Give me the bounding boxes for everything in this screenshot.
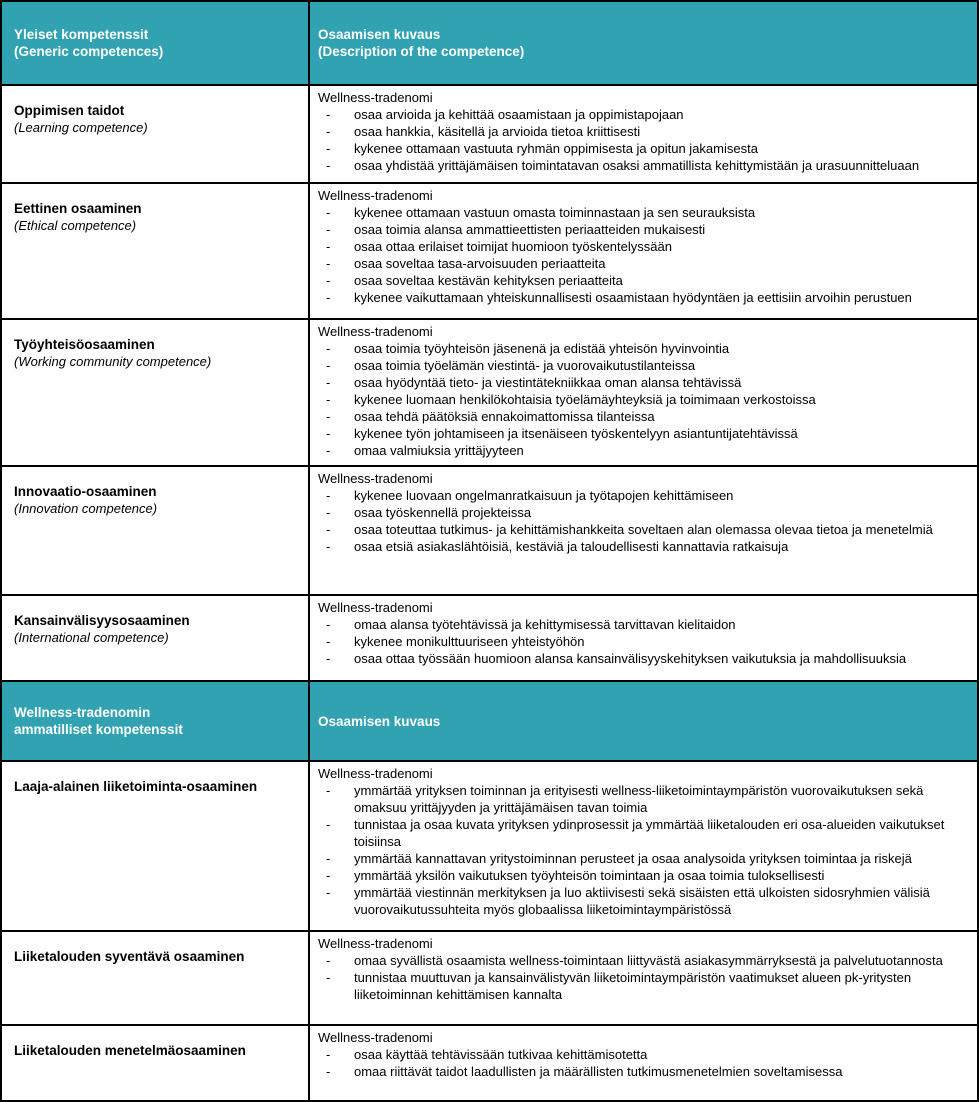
bullet-item (318, 487, 967, 504)
bullet-dash-icon: - (326, 239, 331, 254)
bullet-text: osaa toimia alansa ammattieettisten periaatteiden mukaisesti (354, 222, 706, 237)
bullet-dash-icon: - (326, 426, 331, 441)
bullet-item (318, 272, 967, 289)
header-line: Osaamisen kuvaus (318, 713, 441, 729)
bullet-text: ymmärtää yrityksen toiminnan ja erityisesti wellness-liiketoimintaympäristön vuorovaikutuksen sekä omaksuu yrittäjyyden ja yrittäjämäisen tavan toimia (354, 783, 924, 815)
competence-title: Liiketalouden syventävä osaaminen (14, 949, 245, 964)
bullet-item (318, 289, 967, 306)
bullet-item (318, 357, 967, 374)
header-line: (Description of the competence) (318, 44, 525, 59)
bullet-text: osaa etsiä asiakaslähtöisiä, kestäviä ja taloudellisesti kannattavia ratkaisuja (354, 539, 789, 554)
bullet-dash-icon: - (326, 443, 331, 458)
bullet-item (318, 633, 967, 650)
table-row (2, 84, 977, 182)
competence-cell (2, 86, 310, 182)
description-lead: Wellness-tradenomi (318, 471, 433, 486)
bullet-dash-icon: - (326, 341, 331, 356)
bullet-dash-icon: - (326, 256, 331, 271)
bullet-text: osaa ottaa työssään huomioon alansa kansainvälisyyskehityksen vaikutuksia ja mahdollisuuksia (354, 651, 907, 666)
bullet-dash-icon: - (326, 141, 331, 156)
bullet-text: osaa ottaa erilaiset toimijat huomioon työskentelyssään (354, 239, 672, 254)
competence-title: Liiketalouden menetelmäosaaminen (14, 1043, 246, 1058)
competence-title: Eettinen osaaminen (14, 201, 142, 216)
bullet-text: omaa syvällistä osaamista wellness-toimintaan liittyvästä asiakasymmärryksestä ja palvelutuotannosta (354, 953, 943, 968)
bullet-dash-icon: - (326, 617, 331, 632)
competence-title: Kansainvälisyysosaaminen (14, 613, 190, 628)
competence-subtitle: (Ethical competence) (14, 218, 137, 233)
bullet-dash-icon: - (326, 868, 331, 883)
description-cell (310, 932, 977, 1024)
bullet-text: osaa työskennellä projekteissa (354, 505, 532, 520)
bullet-item (318, 374, 967, 391)
bullet-dash-icon: - (326, 539, 331, 554)
bullet-dash-icon: - (326, 505, 331, 520)
bullet-item (318, 255, 967, 272)
bullet-item (318, 106, 967, 123)
header-cell-description (310, 682, 977, 760)
bullet-item (318, 538, 967, 555)
bullet-text: osaa hyödyntää tieto- ja viestintätekniikkaa oman alansa tehtävissä (354, 375, 742, 390)
description-lead: Wellness-tradenomi (318, 766, 433, 781)
bullet-text: osaa käyttää tehtävissään tutkivaa kehittämisotetta (354, 1047, 648, 1062)
bullet-dash-icon: - (326, 783, 331, 798)
bullet-dash-icon: - (326, 634, 331, 649)
bullet-item (318, 521, 967, 538)
bullet-text: osaa arvioida ja kehittää osaamistaan ja oppimistapojaan (354, 107, 684, 122)
competence-cell (2, 762, 310, 930)
bullet-item (318, 867, 967, 884)
table-row (2, 594, 977, 680)
bullet-item (318, 221, 967, 238)
section-header-row (2, 2, 977, 84)
bullet-text: ymmärtää kannattavan yritystoiminnan perusteet ja osaa analysoida yrityksen toimintaa ja riskejä (354, 851, 912, 866)
description-lead: Wellness-tradenomi (318, 1030, 433, 1045)
bullet-dash-icon: - (326, 124, 331, 139)
bullet-text: ymmärtää viestinnän merkityksen ja luo aktiivisesti sekä sisäisten että ulkoisten sidosryhmien välisiä vuorovaikutussuhteita myös globaalissa liiketoimintaympäristössä (354, 885, 930, 917)
competence-title: Innovaatio-osaaminen (14, 484, 157, 499)
table-row (2, 465, 977, 594)
description-cell (310, 1026, 977, 1100)
description-cell (310, 86, 977, 182)
description-lead: Wellness-tradenomi (318, 324, 433, 339)
table-row (2, 760, 977, 930)
bullet-item (318, 1046, 967, 1063)
description-cell (310, 762, 977, 930)
header-line: Wellness-tradenomin (14, 705, 151, 720)
competence-title: Laaja-alainen liiketoiminta-osaaminen (14, 779, 258, 794)
bullet-item (318, 157, 967, 174)
bullet-dash-icon: - (326, 205, 331, 220)
competence-cell (2, 932, 310, 1024)
header-cell-competences (2, 2, 310, 84)
table-row (2, 1024, 977, 1100)
bullet-text: tunnistaa ja osaa kuvata yrityksen ydinprosessit ja ymmärtää liiketalouden eri osa-alueiden vaikutukset toisiinsa (354, 817, 945, 849)
bullet-dash-icon: - (326, 409, 331, 424)
competence-cell (2, 184, 310, 318)
bullet-item (318, 140, 967, 157)
bullet-item (318, 969, 967, 1003)
bullet-item (318, 850, 967, 867)
bullet-dash-icon: - (326, 222, 331, 237)
description-cell (310, 596, 977, 680)
bullet-dash-icon: - (326, 851, 331, 866)
bullet-text: kykenee ottamaan vastuun omasta toiminnastaan ja sen seurauksista (354, 205, 756, 220)
table-row (2, 318, 977, 465)
bullet-dash-icon: - (326, 522, 331, 537)
bullet-item (318, 782, 967, 816)
competence-subtitle: (International competence) (14, 630, 169, 645)
competence-subtitle: (Innovation competence) (14, 501, 158, 516)
header-cell-competences (2, 682, 310, 760)
bullet-dash-icon: - (326, 107, 331, 122)
bullet-text: osaa toimia työelämän viestintä- ja vuorovaikutustilanteissa (354, 358, 696, 373)
bullet-dash-icon: - (326, 953, 331, 968)
bullet-dash-icon: - (326, 273, 331, 288)
bullet-item (318, 650, 967, 667)
bullet-text: kykenee luovaan ongelmanratkaisuun ja työtapojen kehittämiseen (354, 488, 734, 503)
bullet-text: osaa toteuttaa tutkimus- ja kehittämishankkeita soveltaen alan olemassa olevaa tietoa ja menetelmiä (354, 522, 933, 537)
competence-title: Oppimisen taidot (14, 103, 125, 118)
bullet-text: kykenee ottamaan vastuuta ryhmän oppimisesta ja opitun jakamisesta (354, 141, 758, 156)
description-lead: Wellness-tradenomi (318, 90, 433, 105)
description-cell (310, 184, 977, 318)
table-row (2, 930, 977, 1024)
bullet-item (318, 884, 967, 918)
bullet-item (318, 504, 967, 521)
bullet-item (318, 952, 967, 969)
bullet-text: osaa soveltaa tasa-arvoisuuden periaatteita (354, 256, 606, 271)
bullet-text: kykenee luomaan henkilökohtaisia työelämäyhteyksiä ja toimimaan verkostoissa (354, 392, 816, 407)
bullet-item (318, 816, 967, 850)
description-lead: Wellness-tradenomi (318, 188, 433, 203)
competence-subtitle: (Working community competence) (14, 354, 212, 369)
bullet-item (318, 408, 967, 425)
bullet-text: omaa riittävät taidot laadullisten ja määrällisten tutkimusmenetelmien soveltamisessa (354, 1064, 843, 1079)
bullet-dash-icon: - (326, 488, 331, 503)
bullet-item (318, 425, 967, 442)
bullet-text: kykenee työn johtamiseen ja itsenäiseen työskentelyyn asiantuntijatehtävissä (354, 426, 798, 441)
header-cell-description (310, 2, 977, 84)
bullet-text: kykenee vaikuttamaan yhteiskunnallisesti osaamistaan hyödyntäen ja eettisiin arvoihin perustuen (354, 290, 912, 305)
bullet-item (318, 204, 967, 221)
bullet-item (318, 442, 967, 459)
bullet-dash-icon: - (326, 375, 331, 390)
competence-subtitle: (Learning competence) (14, 120, 148, 135)
competence-cell (2, 1026, 310, 1100)
bullet-dash-icon: - (326, 1064, 331, 1079)
bullet-item (318, 616, 967, 633)
bullet-dash-icon: - (326, 885, 331, 900)
header-line: Yleiset kompetenssit (14, 27, 149, 42)
bullet-text: omaa alansa työtehtävissä ja kehittymisessä tarvittavan kielitaidon (354, 617, 736, 632)
competence-title: Työyhteisöosaaminen (14, 337, 155, 352)
bullet-text: kykenee monikulttuuriseen yhteistyöhön (354, 634, 585, 649)
description-lead: Wellness-tradenomi (318, 936, 433, 951)
bullet-text: osaa hankkia, käsitellä ja arvioida tietoa kriittisesti (354, 124, 641, 139)
bullet-item (318, 123, 967, 140)
bullet-dash-icon: - (326, 290, 331, 305)
bullet-dash-icon: - (326, 970, 331, 985)
description-lead: Wellness-tradenomi (318, 600, 433, 615)
bullet-item (318, 340, 967, 357)
bullet-item (318, 1063, 967, 1080)
bullet-dash-icon: - (326, 817, 331, 832)
bullet-item (318, 238, 967, 255)
bullet-text: osaa toimia työyhteisön jäsenenä ja edistää yhteisön hyvinvointia (354, 341, 730, 356)
bullet-dash-icon: - (326, 358, 331, 373)
bullet-text: ymmärtää yksilön vaikutuksen työyhteisön toimintaan ja osaa toimia tuloksellisesti (354, 868, 825, 883)
description-cell (310, 467, 977, 594)
description-cell (310, 320, 977, 465)
bullet-item (318, 391, 967, 408)
section-header-row (2, 680, 977, 760)
bullet-text: osaa yhdistää yrittäjämäisen toimintatavan osaksi ammatillista kehittymistään ja urasuunnitteluaan (354, 158, 920, 173)
bullet-text: osaa soveltaa kestävän kehityksen periaatteita (354, 273, 623, 288)
bullet-text: tunnistaa muuttuvan ja kansainvälistyvän liiketoimintaympäristön vaatimukset alueen pk-yritysten liiketoiminnan kehittämisen kannalta (354, 970, 912, 1002)
bullet-text: omaa valmiuksia yrittäjyyteen (354, 443, 524, 458)
table-row (2, 182, 977, 318)
competence-cell (2, 320, 310, 465)
bullet-dash-icon: - (326, 392, 331, 407)
header-line: (Generic competences) (14, 44, 164, 59)
bullet-text: osaa tehdä päätöksiä ennakoimattomissa tilanteissa (354, 409, 655, 424)
competence-cell (2, 596, 310, 680)
competence-cell (2, 467, 310, 594)
header-line: Osaamisen kuvaus (318, 27, 441, 42)
bullet-dash-icon: - (326, 651, 331, 666)
bullet-dash-icon: - (326, 1047, 331, 1062)
header-line: ammatilliset kompetenssit (14, 722, 183, 737)
bullet-dash-icon: - (326, 158, 331, 173)
